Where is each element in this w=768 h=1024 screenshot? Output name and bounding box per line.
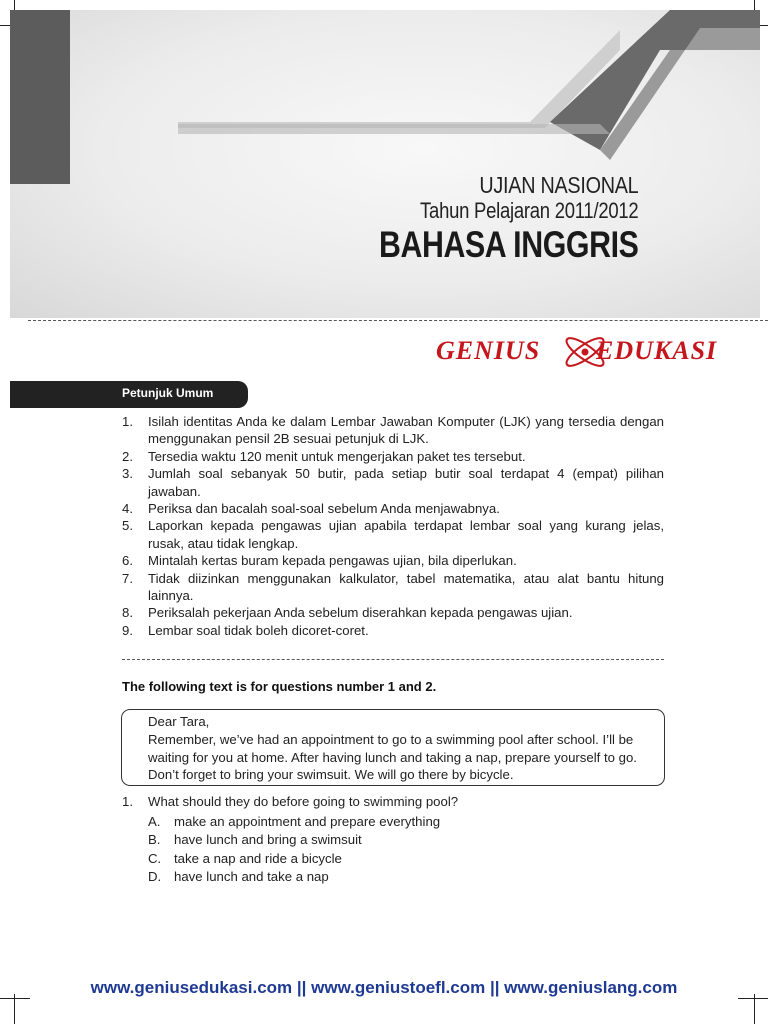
answer-option-b[interactable]: [148, 831, 440, 849]
item-number: 6.: [122, 553, 133, 569]
option-text: have lunch and bring a swimsuit: [174, 832, 362, 848]
item-number: 4.: [122, 501, 133, 517]
letter-text: [148, 713, 653, 784]
item-text: Periksalah pekerjaan Anda sebelum diserahkan kepada pengawas ujian.: [148, 605, 573, 621]
exam-name: UJIAN NASIONAL: [478, 172, 638, 198]
answer-option-d[interactable]: [148, 868, 440, 886]
answer-options: [148, 813, 440, 887]
header-diagonal-stripes: [10, 10, 760, 318]
section-header-bar: [10, 381, 248, 408]
list-item: [122, 500, 664, 517]
list-item: [122, 413, 664, 448]
item-text: Periksa dan bacalah soal-soal sebelum Anda menjawabnya.: [148, 501, 500, 517]
item-number: 5.: [122, 518, 133, 534]
reading-text-box: [121, 709, 665, 786]
questions-intro: The following text is for questions number 1 and 2.: [122, 679, 437, 694]
option-letter: D.: [148, 869, 162, 885]
item-number: 2.: [122, 448, 133, 464]
list-item: [122, 552, 664, 569]
list-item: [122, 622, 664, 639]
item-number: 8.: [122, 605, 133, 621]
instruction-list: [122, 413, 664, 639]
footer-links[interactable]: www.geniusedukasi.com || www.geniustoefl.com || www.geniuslang.com: [90, 978, 678, 997]
academic-year: Tahun Pelajaran 2011/2012: [419, 198, 638, 223]
section-divider: [122, 659, 664, 660]
item-text: Isilah identitas Anda ke dalam Lembar Jawaban Komputer (LJK) yang tersedia dengan menggunakan pensil 2B sesuai petunjuk di LJK.: [148, 414, 664, 447]
cover-header: [10, 10, 760, 318]
item-text: Tidak diizinkan menggunakan kalkulator, tabel matematika, atau alat bantu hitung lainnya.: [148, 570, 664, 604]
item-text: Mintalah kertas buram kepada pengawas ujian, bila diperlukan.: [148, 553, 517, 569]
question-number: 1.: [122, 794, 133, 809]
item-number: 3.: [122, 466, 133, 482]
item-number: 7.: [122, 570, 133, 586]
question-text: What should they do before going to swimming pool?: [148, 794, 459, 809]
item-text: Laporkan kepada pengawas ujian apabila terdapat lembar soal yang kurang jelas, rusak, atau tidak lengkap.: [148, 518, 664, 551]
answer-option-a[interactable]: [148, 813, 440, 831]
option-letter: C.: [148, 850, 162, 866]
answer-option-c[interactable]: [148, 850, 440, 868]
letter-body: Remember, we’ve had an appointment to go to a swimming pool after school. I’ll be waiting for you at home. After having lunch and taking a nap, prepare yourself to go. Don’t forget to bring your swimsuit. We will go there by bicycle.: [148, 731, 637, 783]
list-item: [122, 465, 664, 500]
option-text: have lunch and take a nap: [174, 869, 329, 885]
option-text: make an appointment and prepare everything: [174, 814, 441, 829]
footer: [0, 978, 768, 998]
title-block: [322, 172, 638, 266]
logo-text-left: GENIUS: [436, 336, 541, 365]
list-item: [122, 448, 664, 465]
item-text: Jumlah soal sebanyak 50 butir, pada setiap butir soal terdapat 4 (empat) pilihan jawaban.: [148, 466, 664, 499]
section-title: Petunjuk Umum: [122, 386, 214, 400]
option-letter: B.: [148, 832, 161, 848]
list-item: [122, 517, 664, 552]
crop-mark-bottom-left-h: [0, 998, 30, 999]
item-text: Lembar soal tidak boleh dicoret-coret.: [148, 622, 369, 638]
list-item: [122, 570, 664, 605]
option-letter: A.: [148, 814, 161, 829]
logo-text-right: EDUKASI: [596, 336, 718, 365]
subject-title: BAHASA INGGRIS: [378, 224, 638, 265]
option-text: take a nap and ride a bicycle: [174, 850, 342, 866]
item-number: 1.: [122, 414, 133, 429]
header-divider: [28, 320, 768, 321]
item-number: 9.: [122, 622, 133, 638]
crop-mark-bottom-right-h: [738, 998, 768, 999]
genius-edukasi-logo: [436, 330, 736, 374]
list-item: [122, 604, 664, 621]
letter-greeting: Dear Tara,: [148, 714, 210, 729]
item-text: Tersedia waktu 120 menit untuk mengerjakan paket tes tersebut.: [148, 448, 526, 464]
